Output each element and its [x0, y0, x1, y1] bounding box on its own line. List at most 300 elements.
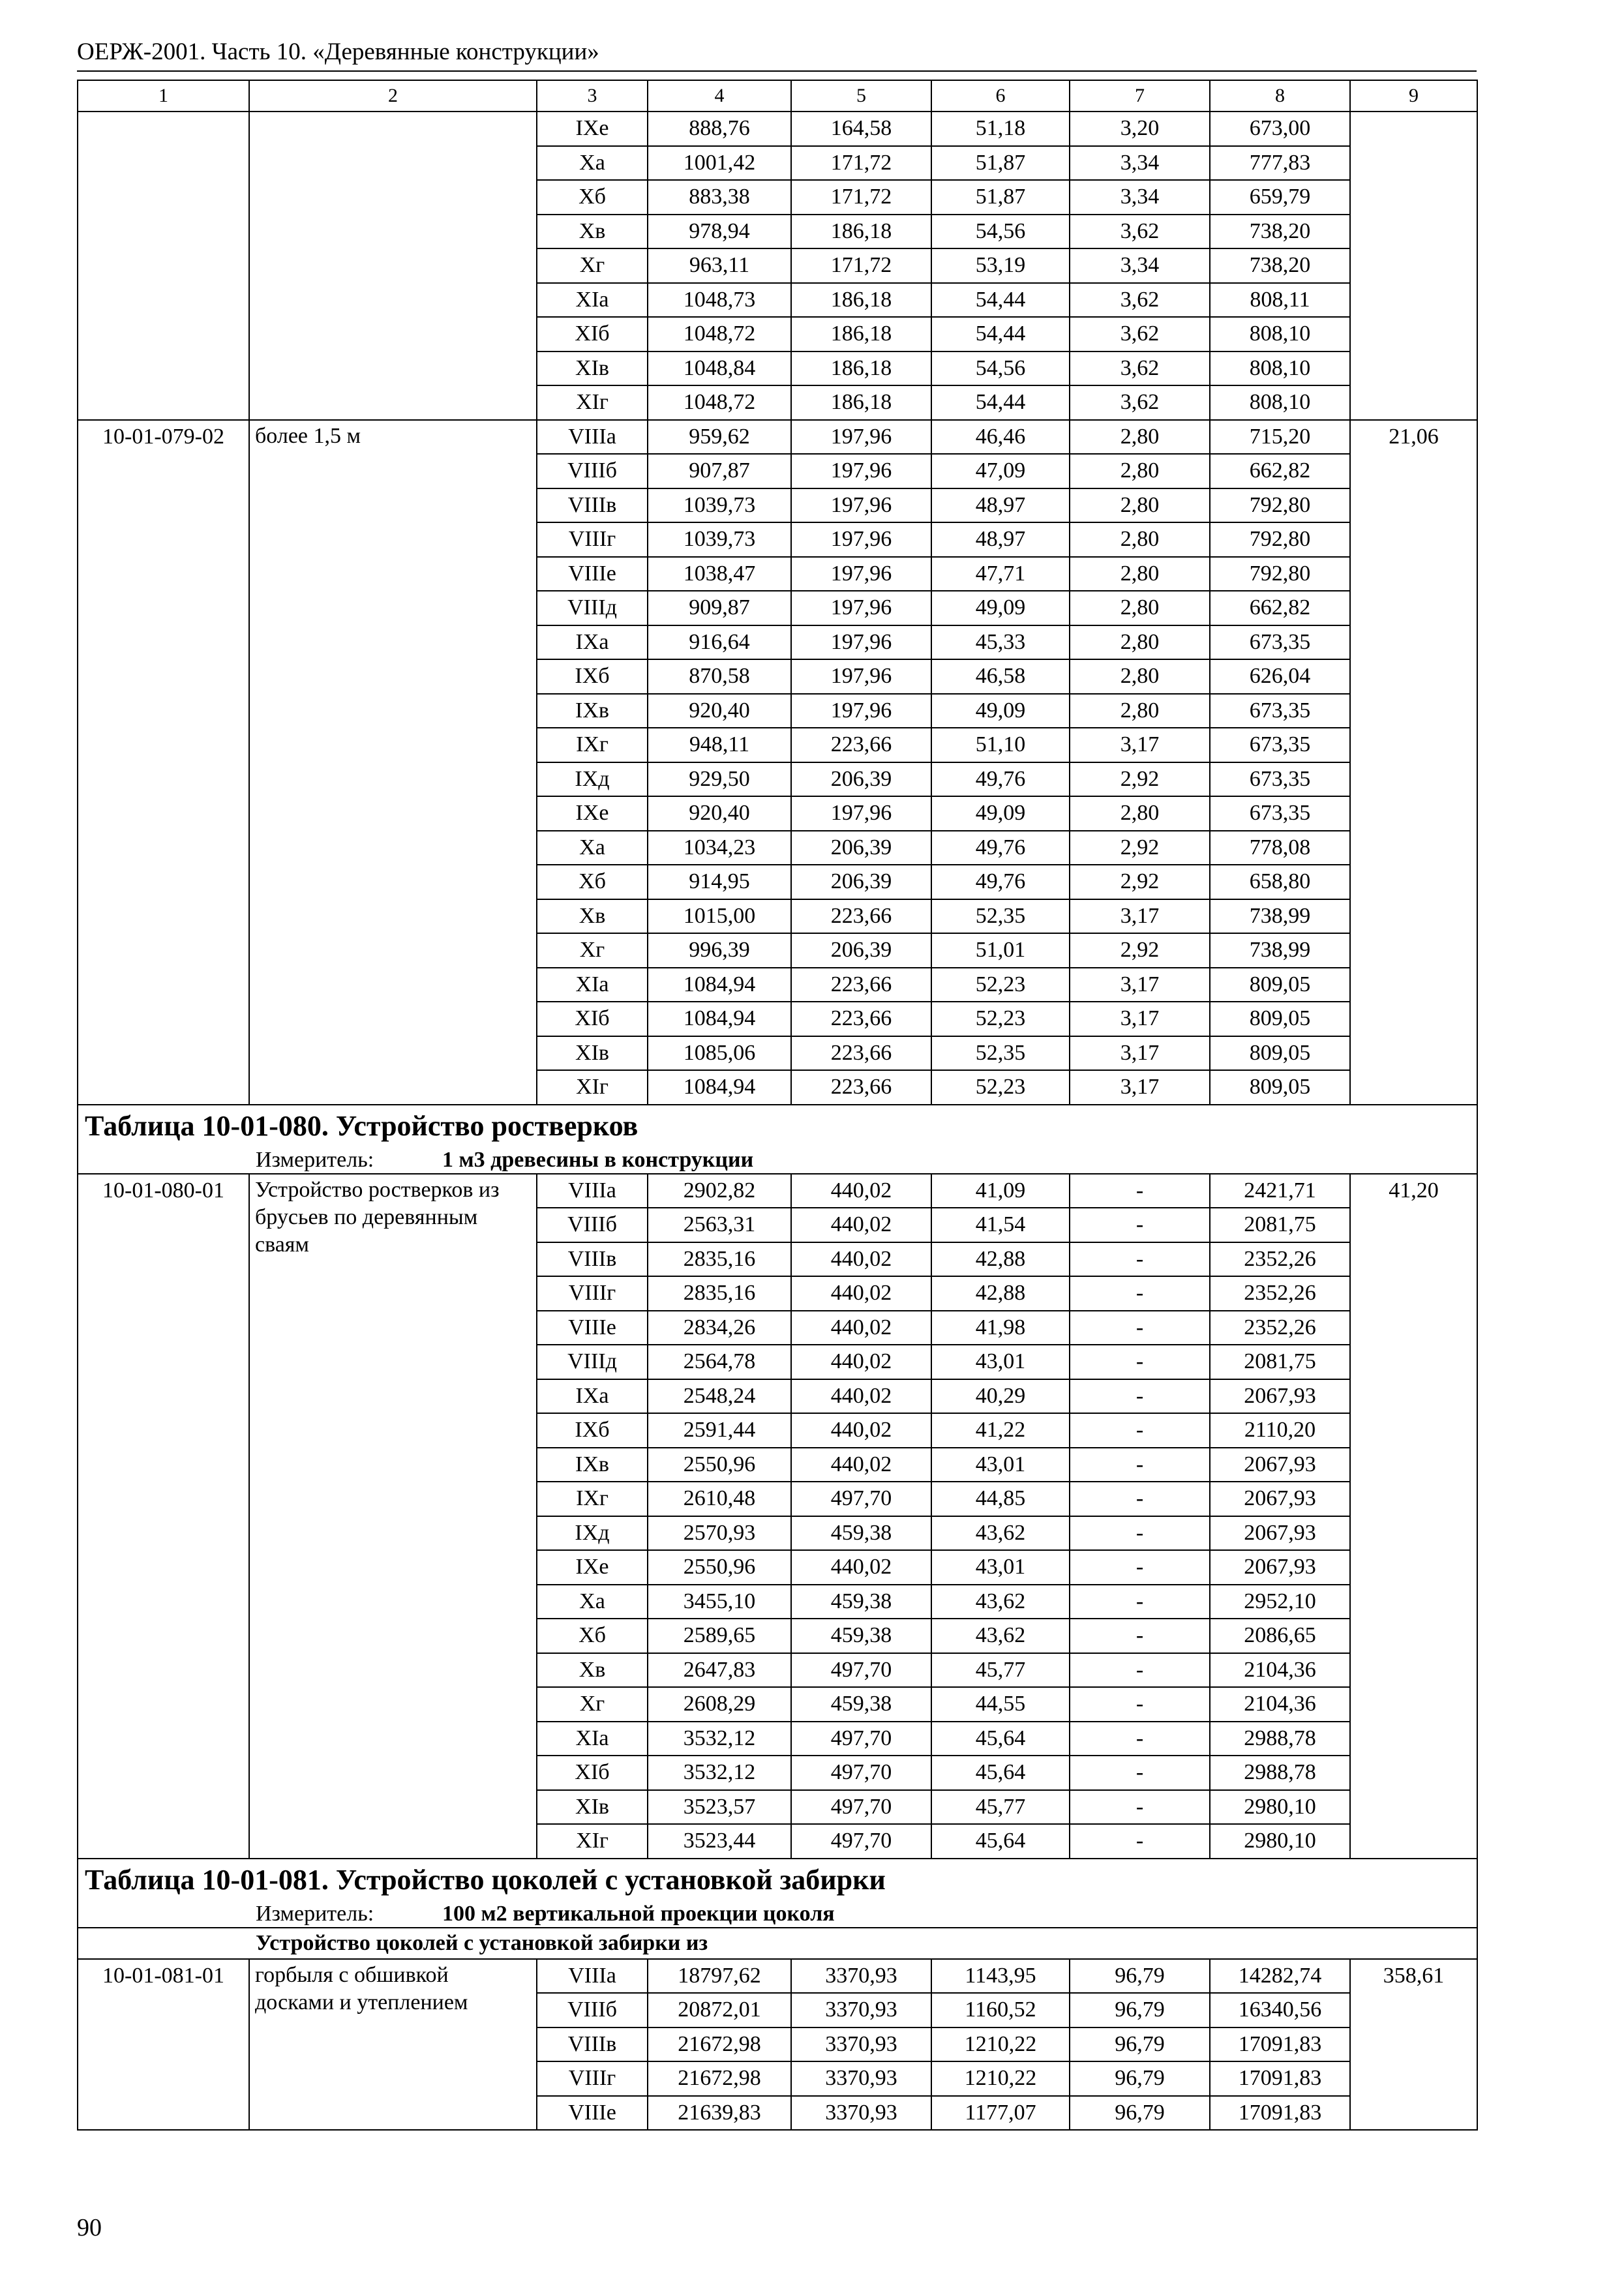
rate-description: Устройство ростверков из брусьев по деревянным сваям [249, 1174, 537, 1859]
table-cell: 3370,93 [791, 1993, 931, 2027]
table-title-row [78, 1105, 1477, 1147]
table-cell: 186,18 [791, 283, 931, 318]
table-cell: IXб [537, 1413, 648, 1448]
table-cell: VIIIв [537, 488, 648, 523]
column-number: 4 [648, 80, 791, 112]
table-cell: 2104,36 [1210, 1653, 1350, 1688]
table-cell: 206,39 [791, 865, 931, 899]
table-cell: 2591,44 [648, 1413, 791, 1448]
table-cell: Xг [537, 248, 648, 283]
table-cell: 3,17 [1070, 1036, 1210, 1071]
table-cell: 171,72 [791, 180, 931, 215]
table-cell: 54,44 [931, 283, 1070, 318]
table-cell: 17091,83 [1210, 2061, 1350, 2096]
table-cell: 673,35 [1210, 762, 1350, 797]
table-cell: 41,98 [931, 1311, 1070, 1345]
table-cell: 197,96 [791, 591, 931, 625]
table-cell: - [1070, 1790, 1210, 1825]
table-cell: 1084,94 [648, 1070, 791, 1105]
table-cell: 1160,52 [931, 1993, 1070, 2027]
table-cell: IXб [537, 659, 648, 694]
table-cell: 45,33 [931, 625, 1070, 660]
table-cell: VIIIг [537, 522, 648, 557]
table-cell: VIIIб [537, 1993, 648, 2027]
table-cell: 909,87 [648, 591, 791, 625]
table-cell: 54,44 [931, 317, 1070, 352]
table-cell: XIб [537, 1002, 648, 1036]
table-cell: IXа [537, 625, 648, 660]
table-cell: 51,18 [931, 112, 1070, 146]
table-cell: 929,50 [648, 762, 791, 797]
table-cell: 43,01 [931, 1448, 1070, 1482]
table-cell: 43,01 [931, 1550, 1070, 1585]
table-cell: 223,66 [791, 899, 931, 934]
table-cell: 2835,16 [648, 1242, 791, 1277]
table-cell: 440,02 [791, 1379, 931, 1414]
table-cell: 2,92 [1070, 762, 1210, 797]
table-cell: 659,79 [1210, 180, 1350, 215]
table-cell: 96,79 [1070, 2027, 1210, 2062]
table-cell: 658,80 [1210, 865, 1350, 899]
table-cell: XIа [537, 1722, 648, 1756]
subheading-row [78, 1928, 1477, 1959]
table-cell: 3,17 [1070, 1002, 1210, 1036]
table-row [78, 420, 1477, 455]
table-cell: 2550,96 [648, 1550, 791, 1585]
table-cell: 715,20 [1210, 420, 1350, 455]
table-cell: - [1070, 1824, 1210, 1859]
table-cell: - [1070, 1208, 1210, 1242]
table-cell: 738,99 [1210, 933, 1350, 968]
table-cell: Xб [537, 1619, 648, 1653]
table-cell: XIв [537, 1036, 648, 1071]
table-cell: 978,94 [648, 215, 791, 249]
table-cell: 2589,65 [648, 1619, 791, 1653]
table-cell: 1084,94 [648, 968, 791, 1002]
table-cell: 2352,26 [1210, 1242, 1350, 1277]
table-cell: 14282,74 [1210, 1959, 1350, 1994]
table-cell: 42,88 [931, 1242, 1070, 1277]
table-cell: 197,96 [791, 454, 931, 488]
table-cell: 883,38 [648, 180, 791, 215]
table-cell: 51,10 [931, 728, 1070, 762]
labor-cost: 21,06 [1350, 420, 1477, 1105]
table-cell: 223,66 [791, 728, 931, 762]
table-cell: 996,39 [648, 933, 791, 968]
table-cell: 18797,62 [648, 1959, 791, 1994]
table-cell: 3,17 [1070, 728, 1210, 762]
table-cell: 2980,10 [1210, 1824, 1350, 1859]
table-cell: VIIIг [537, 1276, 648, 1311]
table-cell: IXв [537, 694, 648, 728]
table-cell: 49,76 [931, 762, 1070, 797]
table-cell: 3455,10 [648, 1585, 791, 1619]
table-cell: 2067,93 [1210, 1448, 1350, 1482]
table-cell: Xв [537, 1653, 648, 1688]
table-cell: Xг [537, 1687, 648, 1722]
table-cell: 186,18 [791, 385, 931, 420]
table-cell: VIIIе [537, 2096, 648, 2131]
table-cell: 1039,73 [648, 522, 791, 557]
table-cell: 45,64 [931, 1756, 1070, 1790]
rate-description [249, 112, 537, 420]
table-cell: 43,62 [931, 1516, 1070, 1551]
table-cell: 52,35 [931, 899, 1070, 934]
table-cell: 40,29 [931, 1379, 1070, 1414]
table-cell: 2,80 [1070, 522, 1210, 557]
document-header: ОЕРЖ-2001. Часть 10. «Деревянные конструкции» [77, 38, 599, 65]
table-cell: 808,10 [1210, 385, 1350, 420]
table-cell: 49,09 [931, 694, 1070, 728]
measure-value: 1 м3 древесины в конструкции [442, 1147, 754, 1172]
table-cell: 171,72 [791, 248, 931, 283]
table-cell: 45,77 [931, 1790, 1070, 1825]
table-cell: XIв [537, 352, 648, 386]
table-cell: 1048,84 [648, 352, 791, 386]
table-cell: 2067,93 [1210, 1516, 1350, 1551]
table-cell: 3,17 [1070, 1070, 1210, 1105]
subheading: Устройство цоколей с установкой забирки из [78, 1928, 1477, 1959]
table-cell: 41,54 [931, 1208, 1070, 1242]
table-cell: 459,38 [791, 1585, 931, 1619]
labor-cost: 41,20 [1350, 1174, 1477, 1859]
table-title: Таблица 10-01-080. Устройство ростверков [78, 1105, 1477, 1147]
table-cell: 808,10 [1210, 352, 1350, 386]
table-cell: 1038,47 [648, 557, 791, 591]
table-cell: 96,79 [1070, 1959, 1210, 1994]
table-cell: IXд [537, 762, 648, 797]
table-cell: 2352,26 [1210, 1311, 1350, 1345]
table-title-row [78, 1859, 1477, 1901]
table-cell: 46,58 [931, 659, 1070, 694]
table-cell: 43,62 [931, 1585, 1070, 1619]
table-cell: 223,66 [791, 1036, 931, 1071]
table-cell: 44,55 [931, 1687, 1070, 1722]
table-cell: 223,66 [791, 1070, 931, 1105]
table-cell: 2608,29 [648, 1687, 791, 1722]
table-cell: 1048,72 [648, 317, 791, 352]
table-cell: IXд [537, 1516, 648, 1551]
table-cell: - [1070, 1756, 1210, 1790]
column-number: 2 [249, 80, 537, 112]
table-cell: - [1070, 1482, 1210, 1516]
table-cell: 2,80 [1070, 659, 1210, 694]
header-rule [77, 70, 1477, 72]
table-cell: 197,96 [791, 557, 931, 591]
table-cell: 206,39 [791, 831, 931, 865]
table-cell: 96,79 [1070, 2096, 1210, 2131]
column-number: 8 [1210, 80, 1350, 112]
table-cell: - [1070, 1516, 1210, 1551]
table-cell: 3532,12 [648, 1756, 791, 1790]
table-cell: 440,02 [791, 1242, 931, 1277]
table-cell: 3,17 [1070, 899, 1210, 934]
table-cell: Xг [537, 933, 648, 968]
rate-code: 10-01-079-02 [78, 420, 249, 1105]
table-cell: 17091,83 [1210, 2027, 1350, 2062]
table-cell: 2988,78 [1210, 1756, 1350, 1790]
table-cell: 52,23 [931, 1070, 1070, 1105]
table-cell: 49,76 [931, 831, 1070, 865]
table-cell: 2,92 [1070, 865, 1210, 899]
table-cell: IXг [537, 1482, 648, 1516]
table-cell: 673,35 [1210, 625, 1350, 660]
table-cell: 186,18 [791, 215, 931, 249]
rate-description: более 1,5 м [249, 420, 537, 1105]
table-cell: XIб [537, 317, 648, 352]
table-cell: XIа [537, 968, 648, 1002]
table-cell: Xа [537, 831, 648, 865]
table-cell: 497,70 [791, 1790, 931, 1825]
table-cell: Xв [537, 899, 648, 934]
table-cell: 626,04 [1210, 659, 1350, 694]
table-cell: VIIIе [537, 1311, 648, 1345]
table-cell: 49,09 [931, 591, 1070, 625]
table-cell: 2647,83 [648, 1653, 791, 1688]
table-cell: 45,64 [931, 1824, 1070, 1859]
table-cell: 45,77 [931, 1653, 1070, 1688]
table-cell: 2081,75 [1210, 1208, 1350, 1242]
table-cell: 3,62 [1070, 385, 1210, 420]
table-cell: 1084,94 [648, 1002, 791, 1036]
table-cell: 916,64 [648, 625, 791, 660]
table-cell: 2902,82 [648, 1174, 791, 1208]
table-cell: 1015,00 [648, 899, 791, 934]
table-cell: 2067,93 [1210, 1379, 1350, 1414]
table-cell: 3523,57 [648, 1790, 791, 1825]
table-cell: VIIIд [537, 1345, 648, 1379]
table-cell: 2,80 [1070, 488, 1210, 523]
table-cell: 197,96 [791, 625, 931, 660]
table-cell: 44,85 [931, 1482, 1070, 1516]
table-cell: - [1070, 1619, 1210, 1653]
table-cell: 54,44 [931, 385, 1070, 420]
table-cell: - [1070, 1413, 1210, 1448]
table-cell: XIб [537, 1756, 648, 1790]
table-cell: 2834,26 [648, 1311, 791, 1345]
table-cell: 3370,93 [791, 2061, 931, 2096]
table-cell: 3370,93 [791, 2096, 931, 2131]
rates-table [77, 80, 1478, 2131]
table-cell: 2421,71 [1210, 1174, 1350, 1208]
table-cell: 673,35 [1210, 694, 1350, 728]
table-cell: 440,02 [791, 1448, 931, 1482]
table-cell: 3532,12 [648, 1722, 791, 1756]
table-cell: XIв [537, 1790, 648, 1825]
table-cell: 197,96 [791, 522, 931, 557]
rate-description: горбыля с обшивкой досками и утеплением [249, 1959, 537, 2131]
table-cell: 21672,98 [648, 2061, 791, 2096]
table-cell: 440,02 [791, 1174, 931, 1208]
table-cell: 3,62 [1070, 317, 1210, 352]
table-cell: - [1070, 1379, 1210, 1414]
table-title: Таблица 10-01-081. Устройство цоколей с установкой забирки [78, 1859, 1477, 1901]
table-cell: 440,02 [791, 1276, 931, 1311]
table-cell: 440,02 [791, 1208, 931, 1242]
table-cell: 673,00 [1210, 112, 1350, 146]
table-cell: 738,20 [1210, 215, 1350, 249]
table-cell: 45,64 [931, 1722, 1070, 1756]
table-cell: VIIIб [537, 1208, 648, 1242]
table-cell: VIIIв [537, 1242, 648, 1277]
table-cell: 1048,72 [648, 385, 791, 420]
measure-value: 100 м2 вертикальной проекции цоколя [442, 1901, 835, 1926]
table-cell: 1039,73 [648, 488, 791, 523]
table-cell: 96,79 [1070, 2061, 1210, 2096]
column-number: 9 [1350, 80, 1477, 112]
table-cell: 1048,73 [648, 283, 791, 318]
table-cell: 21639,83 [648, 2096, 791, 2131]
table-cell: VIIIб [537, 454, 648, 488]
table-cell: 41,22 [931, 1413, 1070, 1448]
table-cell: 17091,83 [1210, 2096, 1350, 2131]
table-cell: 3,34 [1070, 180, 1210, 215]
table-cell: 2,80 [1070, 694, 1210, 728]
table-cell: 1001,42 [648, 146, 791, 181]
table-cell: 1210,22 [931, 2061, 1070, 2096]
column-number: 1 [78, 80, 249, 112]
rate-code: 10-01-081-01 [78, 1959, 249, 2131]
table-cell: 2988,78 [1210, 1722, 1350, 1756]
table-cell: VIIIд [537, 591, 648, 625]
table-cell: 47,71 [931, 557, 1070, 591]
table-cell: - [1070, 1550, 1210, 1585]
table-cell: 3,20 [1070, 112, 1210, 146]
table-cell: 51,87 [931, 180, 1070, 215]
table-cell: XIг [537, 1070, 648, 1105]
table-cell: 43,01 [931, 1345, 1070, 1379]
table-cell: 1210,22 [931, 2027, 1070, 2062]
table-cell: 206,39 [791, 762, 931, 797]
table-cell: VIIIа [537, 420, 648, 455]
table-cell: 2564,78 [648, 1345, 791, 1379]
table-cell: 52,23 [931, 968, 1070, 1002]
table-cell: 2,92 [1070, 831, 1210, 865]
table-cell: 497,70 [791, 1824, 931, 1859]
table-cell: 1143,95 [931, 1959, 1070, 1994]
table-cell: VIIIе [537, 557, 648, 591]
table-cell: 2563,31 [648, 1208, 791, 1242]
table-cell: 197,96 [791, 488, 931, 523]
table-cell: 673,35 [1210, 796, 1350, 831]
table-cell: 2104,36 [1210, 1687, 1350, 1722]
table-cell: 963,11 [648, 248, 791, 283]
table-cell: IXа [537, 1379, 648, 1414]
table-cell: XIг [537, 1824, 648, 1859]
table-cell: XIа [537, 283, 648, 318]
table-cell: 2,80 [1070, 625, 1210, 660]
table-cell: 2,80 [1070, 796, 1210, 831]
table-cell: 497,70 [791, 1482, 931, 1516]
table-cell: 186,18 [791, 352, 931, 386]
table-cell: 920,40 [648, 796, 791, 831]
measure-row [78, 1147, 1477, 1174]
table-cell: 3370,93 [791, 1959, 931, 1994]
table-cell: 3,62 [1070, 215, 1210, 249]
table-cell: 197,96 [791, 659, 931, 694]
table-cell: 2952,10 [1210, 1585, 1350, 1619]
table-cell: 440,02 [791, 1311, 931, 1345]
table-cell: 459,38 [791, 1619, 931, 1653]
table-cell: 171,72 [791, 146, 931, 181]
table-cell: Xв [537, 215, 648, 249]
table-cell: 792,80 [1210, 522, 1350, 557]
table-cell: 2086,65 [1210, 1619, 1350, 1653]
table-cell: 52,23 [931, 1002, 1070, 1036]
table-cell: - [1070, 1448, 1210, 1482]
table-cell: 2550,96 [648, 1448, 791, 1482]
table-cell: VIIIг [537, 2061, 648, 2096]
table-cell: 809,05 [1210, 1070, 1350, 1105]
table-row [78, 112, 1477, 146]
table-cell: 2081,75 [1210, 1345, 1350, 1379]
table-cell: 52,35 [931, 1036, 1070, 1071]
measure-row [78, 1901, 1477, 1928]
table-cell: 809,05 [1210, 968, 1350, 1002]
table-cell: 440,02 [791, 1345, 931, 1379]
table-cell: IXг [537, 728, 648, 762]
table-cell: 459,38 [791, 1687, 931, 1722]
table-cell: - [1070, 1722, 1210, 1756]
table-cell: 164,58 [791, 112, 931, 146]
table-cell: 3,62 [1070, 283, 1210, 318]
table-cell: 223,66 [791, 968, 931, 1002]
table-cell: 948,11 [648, 728, 791, 762]
table-cell: - [1070, 1345, 1210, 1379]
table-cell: 440,02 [791, 1550, 931, 1585]
table-cell: IXе [537, 112, 648, 146]
table-cell: 49,09 [931, 796, 1070, 831]
table-cell: 907,87 [648, 454, 791, 488]
table-cell: 41,09 [931, 1174, 1070, 1208]
table-cell: Xб [537, 180, 648, 215]
table-cell: 673,35 [1210, 728, 1350, 762]
column-number: 3 [537, 80, 648, 112]
table-cell: 1177,07 [931, 2096, 1070, 2131]
table-cell: 2548,24 [648, 1379, 791, 1414]
table-cell: 1034,23 [648, 831, 791, 865]
table-cell: 2,80 [1070, 557, 1210, 591]
table-cell: VIIIв [537, 2027, 648, 2062]
table-cell: - [1070, 1653, 1210, 1688]
table-cell: 777,83 [1210, 146, 1350, 181]
table-cell: IXе [537, 1550, 648, 1585]
rate-code [78, 112, 249, 420]
table-cell: VIIIа [537, 1959, 648, 1994]
table-cell: - [1070, 1276, 1210, 1311]
table-cell: 959,62 [648, 420, 791, 455]
table-cell: 2,80 [1070, 454, 1210, 488]
table-cell: 51,01 [931, 933, 1070, 968]
table-cell: 459,38 [791, 1516, 931, 1551]
table-cell: 497,70 [791, 1722, 931, 1756]
labor-cost [1350, 112, 1477, 420]
table-cell: 809,05 [1210, 1036, 1350, 1071]
table-cell: 54,56 [931, 352, 1070, 386]
column-number: 5 [791, 80, 931, 112]
column-number: 6 [931, 80, 1070, 112]
table-cell: 2067,93 [1210, 1482, 1350, 1516]
rate-code: 10-01-080-01 [78, 1174, 249, 1859]
table-cell: 3,34 [1070, 248, 1210, 283]
table-cell: - [1070, 1311, 1210, 1345]
table-cell: 808,11 [1210, 283, 1350, 318]
measure-label: Измеритель: [256, 1901, 374, 1926]
table-cell: 738,99 [1210, 899, 1350, 934]
table-cell: 53,19 [931, 248, 1070, 283]
table-cell: Xа [537, 1585, 648, 1619]
table-cell: XIг [537, 385, 648, 420]
